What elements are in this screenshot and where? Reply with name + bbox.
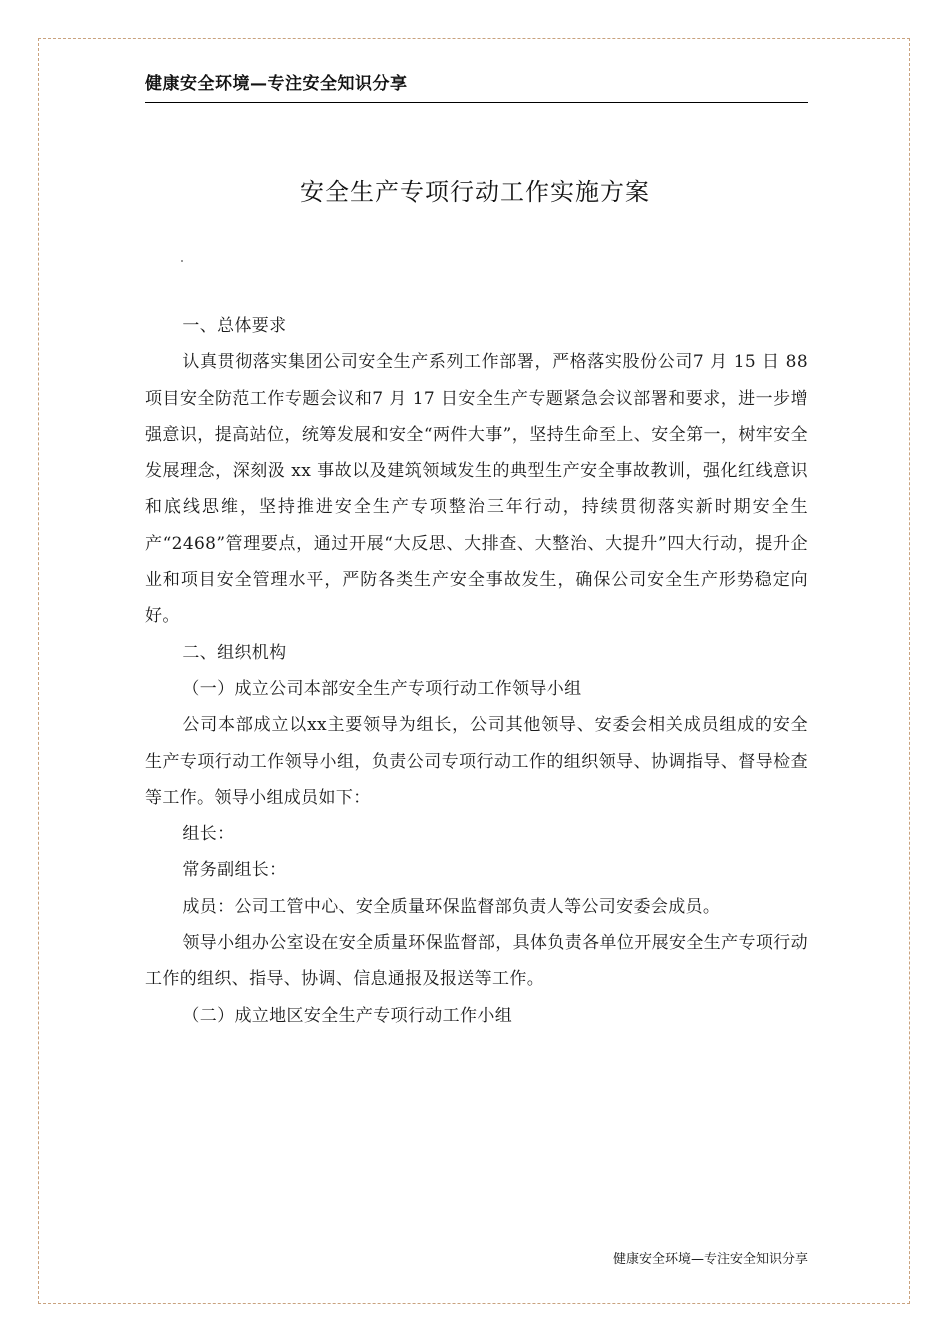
section-heading-organization: 二、组织机构	[182, 642, 287, 663]
page-footer: 健康安全环境—专注安全知识分享	[612, 1252, 808, 1267]
document-body	[145, 308, 808, 1034]
subsection-heading-leadership-group: （一）成立公司本部安全生产专项行动工作领导小组	[182, 678, 582, 699]
paragraph-general-requirements: 认真贯彻落实集团公司安全生产系列工作部署，严格落实股份公司7 月 15 日 88 项目安全防范工作专题会议和7 月 17 日安全生产专题紧急会议部署和要求，进一步增强意识，提高站位，统筹发展和安全“两件大事”，坚持生命至上、安全第一，树牢安全发展理念，深刻汲 xx 事故以及建筑领域发生的典型生产安全事故教训，强化红线意识和底线思维，坚持推进安全生产专项整治三年行动，持续贯彻落实新时期安全生产“2468”管理要点，通过开展“大反思、大排查、大整治、大提升”四大行动，提升企业和项目安全管理水平，严防各类生产安全事故发生，确保公司安全生产形势稳定向好。	[145, 352, 808, 627]
deputy-leader-line: 常务副组长：	[182, 860, 287, 881]
members-line: 成员：公司工管中心、安全质量环保监督部负责人等公司安委会成员。	[182, 896, 721, 917]
paragraph-office: 领导小组办公室设在安全质量环保监督部，具体负责各单位开展安全生产专项行动工作的组织、指导、协调、信息通报及报送等工作。	[145, 933, 808, 990]
document-title: 安全生产专项行动工作实施方案	[300, 178, 650, 206]
subsection-heading-regional-group: （二）成立地区安全生产专项行动工作小组	[182, 1005, 513, 1026]
section-heading-general-requirements: 一、总体要求	[182, 316, 287, 336]
decorative-dot	[181, 260, 183, 262]
paragraph-leadership-group: 公司本部成立以xx主要领导为组长，公司其他领导、安委会相关成员组成的安全生产专项行动工作领导小组，负责公司专项行动工作的组织领导、协调指导、督导检查等工作。领导小组成员如下：	[145, 715, 808, 808]
page-header	[145, 66, 808, 103]
header-title: 健康安全环境—专注安全知识分享	[145, 74, 408, 94]
leader-line: 组长：	[182, 824, 235, 845]
